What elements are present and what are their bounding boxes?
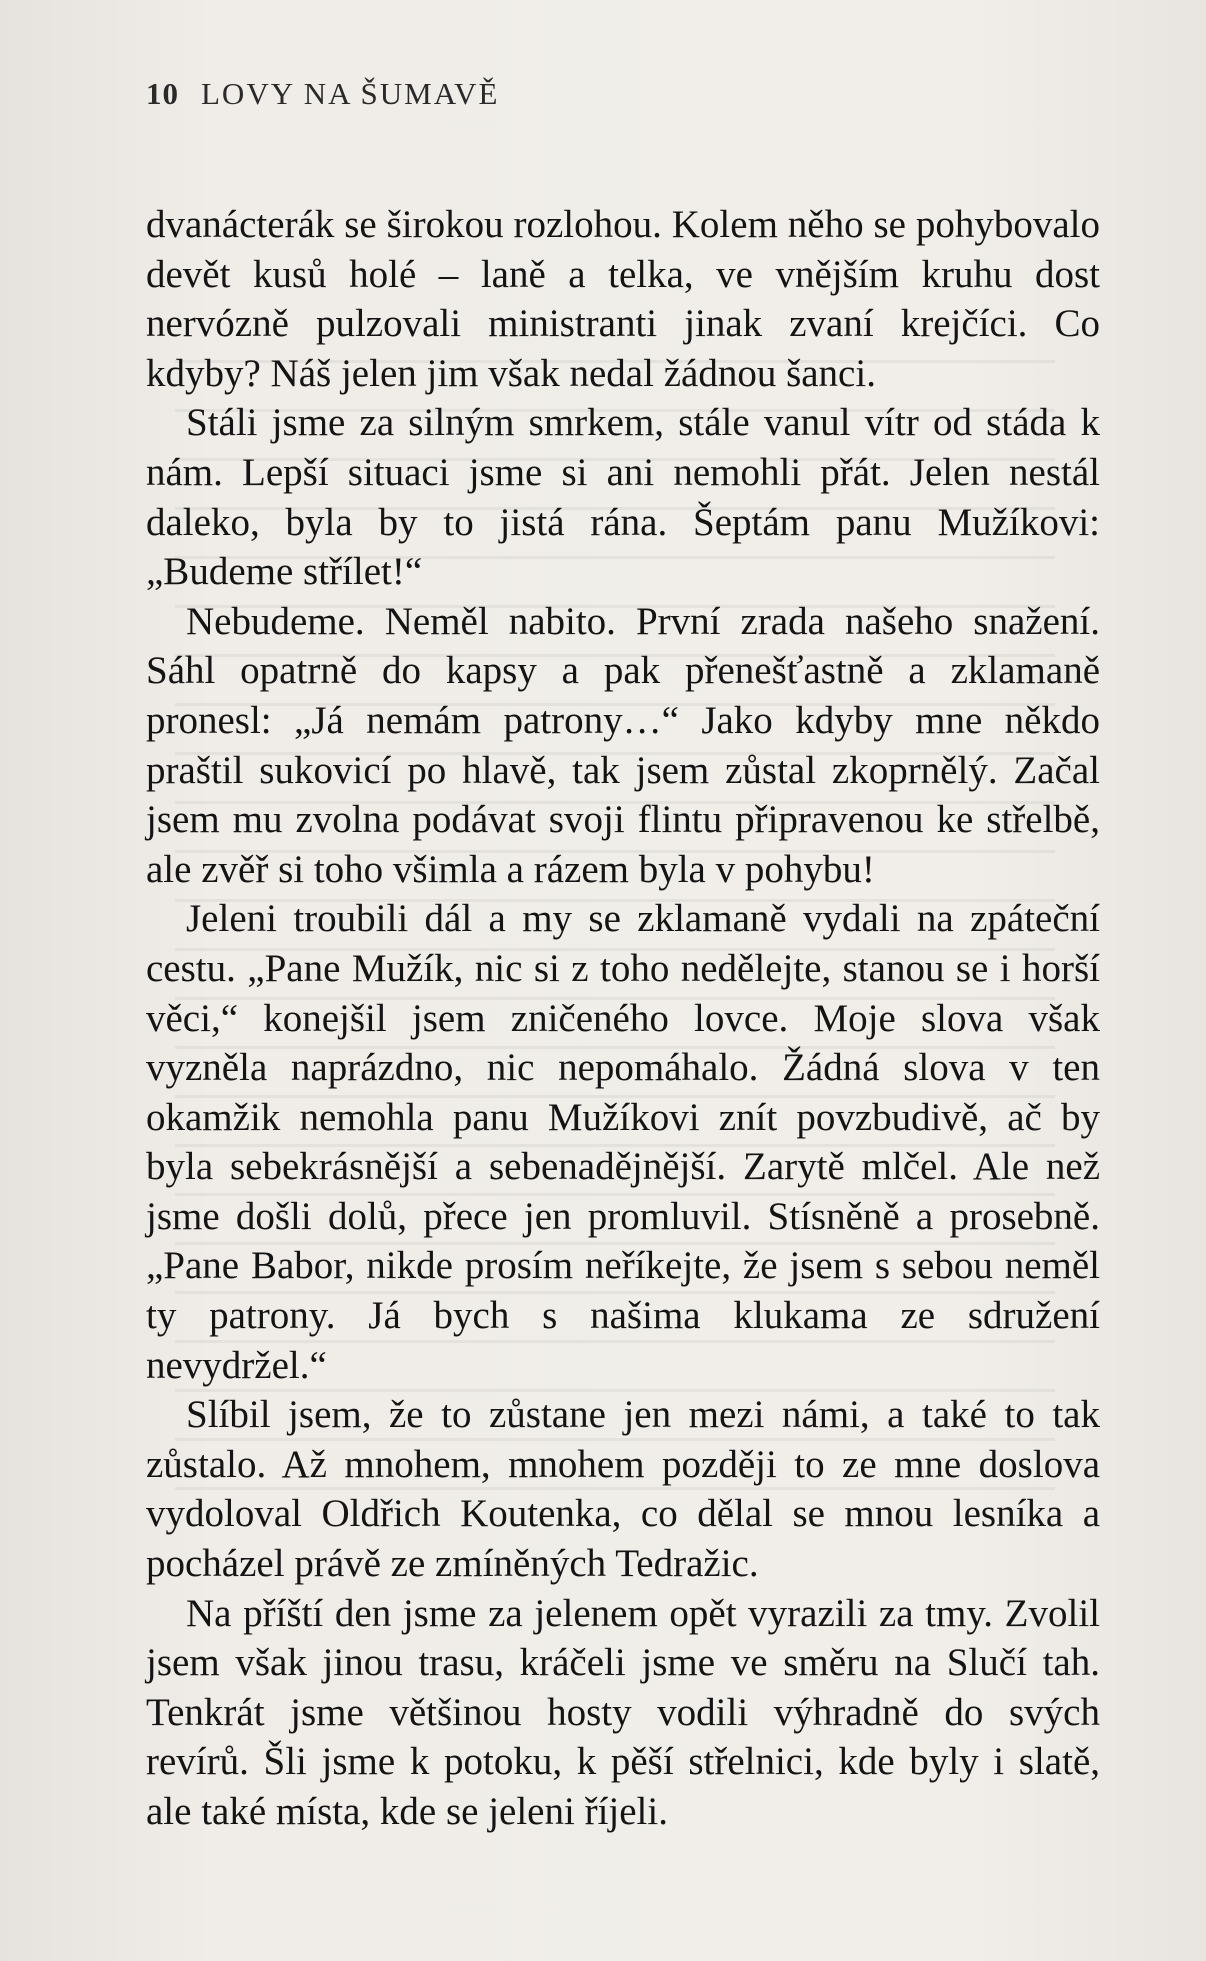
body-text	[146, 200, 1100, 1837]
running-title: LOVY NA ŠUMAVĚ	[201, 76, 500, 111]
paragraph-continuation: dvanácterák se širokou rozlohou. Kolem něho se pohybovalo devět kusů holé – laně a telka, ve vnějším kruhu dost nervózně pulzovali ministranti jinak zvaní krejčíci. Co kdyby? Náš jelen jim však nedal žádnou šanci.	[146, 203, 1100, 395]
running-header	[146, 76, 499, 112]
paragraph: Jeleni troubili dál a my se zklamaně vydali na zpáteční cestu. „Pane Mužík, nic si z toho nedělejte, stanou se i horší věci,“ konejšil jsem zničeného lovce. Moje slova však vyzněla naprázdno, nic nepomáhalo. Žádná slova v ten okamžik nemohla panu Mužíkovi znít povzbudivě, ač by byla sebekrásnější a sebenadějnější. Zarytě mlčel. Ale než jsme došli dolů, přece jen promluvil. Stísněně a prosebně. „Pane Babor, nikde prosím neříkejte, že jsem s sebou neměl ty patrony. Já bych s našima klukama ze sdružení nevydržel.“	[146, 897, 1100, 1387]
paragraph: Nebudeme. Neměl nabito. První zrada našeho snažení. Sáhl opatrně do kapsy a pak přenešťastně a zklamaně pronesl: „Já nemám patrony…“ Jako kdyby mne někdo praštil sukovicí po hlavě, tak jsem zůstal zkoprnělý. Začal jsem mu zvolna podávat svoji flintu připravenou ke střelbě, ale zvěř si toho všimla a rázem byla v pohybu!	[146, 599, 1100, 891]
page-number: 10	[146, 76, 179, 111]
paragraph: Stáli jsme za silným smrkem, stále vanul vítr od stáda k nám. Lepší situaci jsme si ani nemohli přát. Jelen nestál daleko, byla by to jistá rána. Šeptám panu Mužíkovi: „Budeme střílet!“	[146, 401, 1100, 594]
paragraph: Na příští den jsme za jelenem opět vyrazili za tmy. Zvolil jsem však jinou trasu, kráčeli jsme ve směru na Slučí tah. Tenkrát jsme většinou hosty vodili výhradně do svých revírů. Šli jsme k potoku, k pěší střelnici, kde byly i slatě, ale také místa, kde se jeleni říjeli.	[146, 1591, 1100, 1833]
paragraph: Slíbil jsem, že to zůstane jen mezi námi, a také to tak zůstalo. Až mnohem, mnohem později to ze mne doslova vydoloval Oldřich Koutenka, co dělal se mnou lesníka a pocházel právě ze zmíněných Tedražic.	[146, 1393, 1100, 1586]
